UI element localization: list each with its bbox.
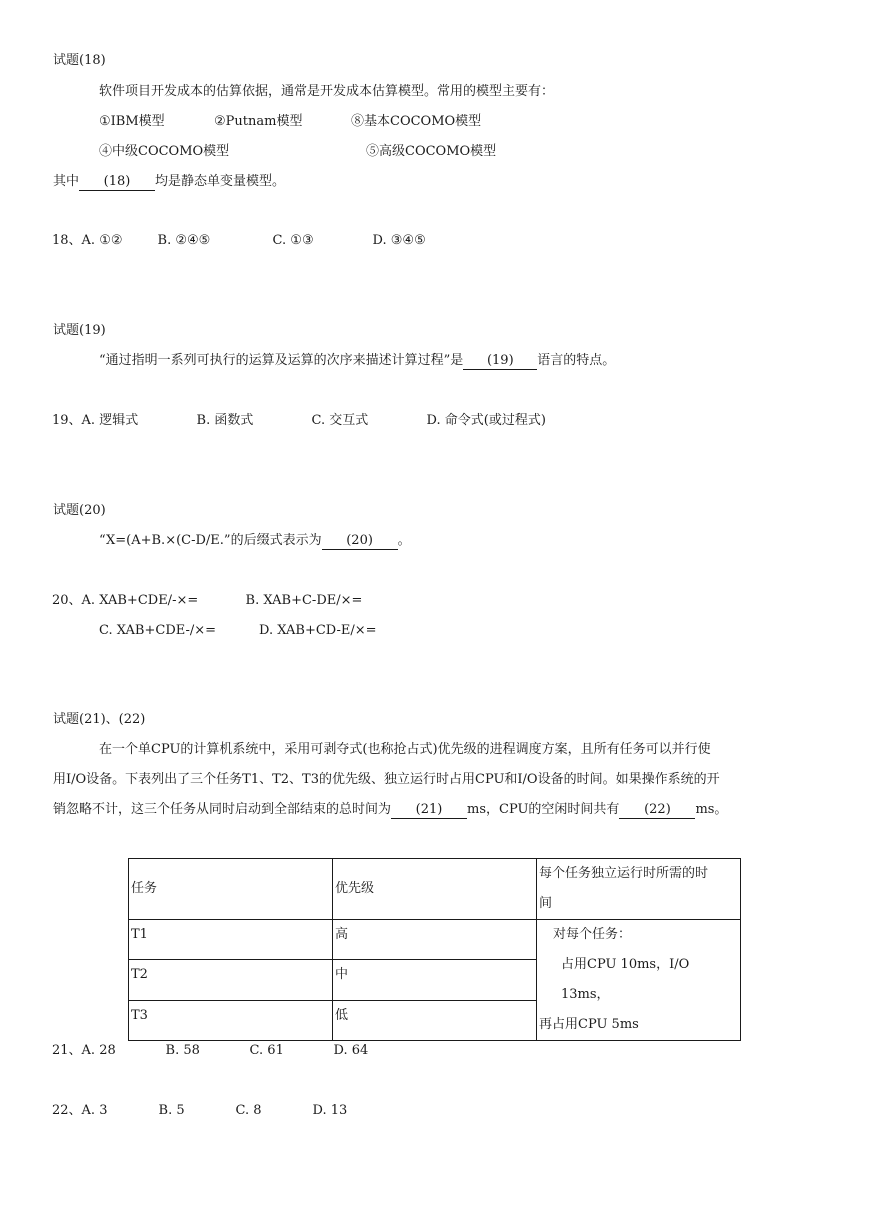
q19-stem — [99, 352, 615, 370]
q18-option-c: C. ①③ — [272, 233, 314, 248]
task-time-note — [537, 920, 741, 1041]
q18-blank: (18) — [79, 174, 155, 191]
q18-model-2: ②Putnam模型 — [214, 114, 303, 129]
q19-stem-suffix: 语言的特点。 — [537, 353, 616, 368]
q18-title: 试题(18) — [53, 53, 106, 68]
q22-option-b: B. 5 — [158, 1103, 185, 1118]
q20-options-row2 — [99, 622, 377, 640]
q21-title: 试题(21)、(22) — [53, 712, 146, 727]
q21-option-b: B. 58 — [165, 1043, 200, 1058]
q22-option-d: D. 13 — [312, 1103, 348, 1118]
table-row — [129, 920, 741, 960]
q20-stem-suffix: 。 — [397, 533, 411, 548]
q18-model-5: ⑤高级COCOMO模型 — [366, 144, 497, 159]
task-name: T3 — [129, 1000, 333, 1040]
q18-stem: 软件项目开发成本的估算依据，通常是开发成本估算模型。常用的模型主要有： — [99, 84, 555, 99]
q18-ask-suffix: 均是静态单变量模型。 — [155, 174, 286, 189]
q18-model-1: ①IBM模型 — [99, 114, 165, 129]
q22-option-a: A. 3 — [81, 1103, 108, 1118]
q18-options — [52, 232, 426, 250]
q20-option-b: B. XAB+C-DE/×= — [245, 593, 363, 608]
header-time — [537, 859, 741, 920]
q19-option-b: B. 函数式 — [196, 413, 254, 428]
q18-option-d: D. ③④⑤ — [372, 233, 426, 248]
q19-option-a: A. 逻辑式 — [81, 413, 139, 428]
q21-line3-suffix: ms。 — [695, 802, 728, 817]
task-name: T1 — [129, 920, 333, 960]
q19-option-c: C. 交互式 — [311, 413, 369, 428]
q18-ask — [53, 173, 285, 191]
q19-option-d: D. 命令式(或过程式) — [426, 413, 546, 428]
task-name: T2 — [129, 960, 333, 1000]
q18-ask-prefix: 其中 — [53, 174, 80, 189]
q18-option-a: A. ①② — [81, 233, 123, 248]
header-priority: 优先级 — [333, 859, 537, 920]
q18-model-4: ④中级COCOMO模型 — [99, 144, 230, 159]
q20-stem-prefix: “X=(A+B.×(C-D/E.”的后缀式表示为 — [99, 533, 322, 548]
table-header-row — [129, 859, 741, 920]
q21-options — [52, 1042, 368, 1060]
q20-stem — [99, 532, 411, 550]
q21-line1: 在一个单CPU的计算机系统中，采用可剥夺式(也称抢占式)优先级的进程调度方案，且所有任务可以并行使 — [99, 742, 711, 757]
task-priority: 低 — [333, 1000, 537, 1040]
q20-option-c: C. XAB+CDE-/×= — [99, 623, 217, 638]
q21-option-a: A. 28 — [81, 1043, 116, 1058]
q21-line3-mid: ms，CPU的空闲时间共有 — [467, 802, 620, 817]
task-priority: 高 — [333, 920, 537, 960]
q18-number: 18、 — [52, 233, 82, 248]
q20-title: 试题(20) — [53, 503, 106, 518]
note-line3: 再占用CPU 5ms — [539, 1017, 639, 1032]
q19-options — [52, 412, 546, 430]
q20-option-a: A. XAB+CDE/-×= — [81, 593, 199, 608]
q21-line2: 用I/O设备。下表列出了三个任务T1、T2、T3的优先级、独立运行时占用CPU和I/O设备的时间。如果操作系统的开 — [53, 772, 720, 787]
q21-option-c: C. 61 — [249, 1043, 284, 1058]
q22-options — [52, 1102, 347, 1120]
q18-model-3: ⑧基本COCOMO模型 — [351, 114, 482, 129]
q19-title: 试题(19) — [53, 323, 106, 338]
q21-number: 21、 — [52, 1043, 82, 1058]
q21-line3 — [53, 801, 727, 819]
task-priority: 中 — [333, 960, 537, 1000]
note-line1: 对每个任务： — [553, 927, 632, 942]
q19-number: 19、 — [52, 413, 82, 428]
q22-blank: (22) — [619, 802, 695, 819]
q20-options-row1 — [52, 592, 362, 610]
header-time-line1: 每个任务独立运行时所需的时 — [539, 866, 709, 881]
q22-number: 22、 — [52, 1103, 82, 1118]
q21-line3-prefix: 销忽略不计，这三个任务从同时启动到全部结束的总时间为 — [53, 802, 392, 817]
q20-option-d: D. XAB+CD-E/×= — [259, 623, 377, 638]
q21-blank: (21) — [391, 802, 467, 819]
header-task: 任务 — [129, 859, 333, 920]
q19-stem-prefix: “通过指明一系列可执行的运算及运算的次序来描述计算过程”是 — [99, 353, 464, 368]
q19-blank: (19) — [463, 353, 537, 370]
q18-option-b: B. ②④⑤ — [157, 233, 211, 248]
note-line2: 占用CPU 10ms，I/O 13ms， — [561, 957, 690, 1002]
q20-blank: (20) — [322, 533, 398, 550]
q20-number: 20、 — [52, 593, 82, 608]
q21-option-d: D. 64 — [333, 1043, 369, 1058]
q22-option-c: C. 8 — [235, 1103, 262, 1118]
header-time-line2: 间 — [539, 896, 553, 911]
task-table — [128, 858, 741, 1041]
